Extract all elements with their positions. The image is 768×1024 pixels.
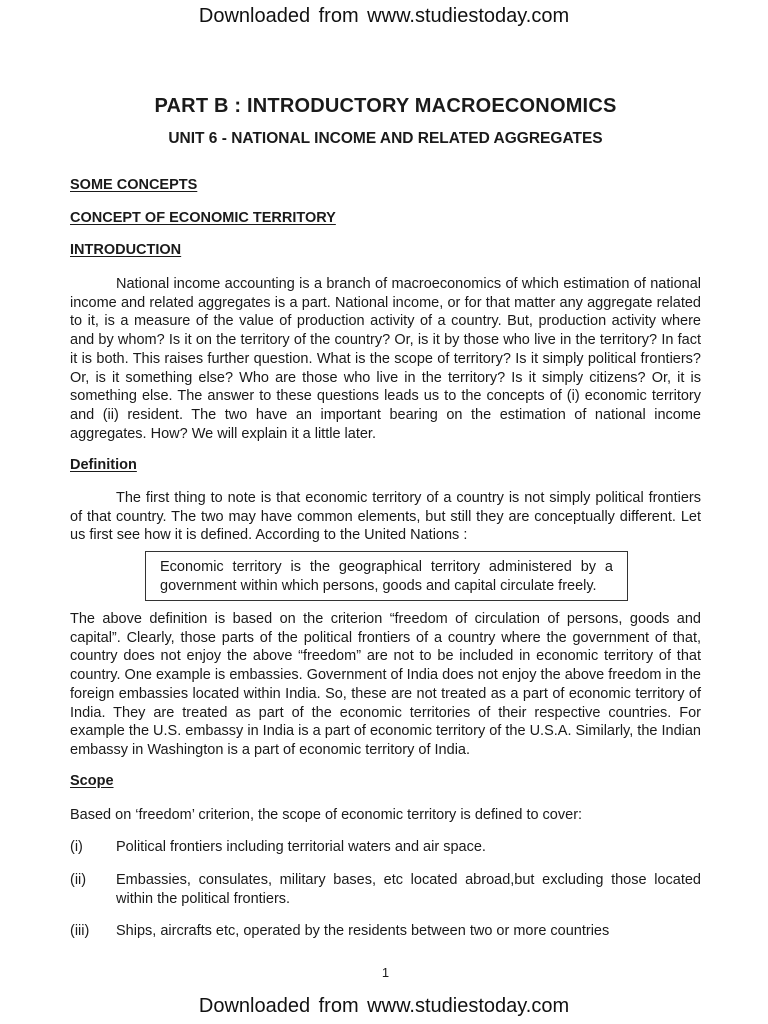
list-item-number: (ii) (70, 872, 87, 888)
paragraph-explanation: The above definition is based on the criterion “freedom of circulation of persons, goods and capital”. Clearly, those parts of the political frontiers of a country where the government of that, country does not enjoy the above “freedom” are not to be included in economic territory of that country. One example is embassies. Government of India does not enjoy the above freedom in the foreign embassies located within India. So, these are not treated as a part of economic territory of India. They are treated as part of the economic territories of their respective countries. For example the U.S. embassy in India is a part of economic territory of the U.S.A. Similarly, the Indian embassy in Washington is a part of economic territory of India. (70, 611, 701, 758)
list-item-text: Embassies, consulates, military bases, etc located abroad,but excluding those located within the political frontiers. (116, 872, 701, 907)
list-item (70, 922, 701, 941)
paragraph-definition: The first thing to note is that economic territory of a country is not simply political frontiers of that country. The two may have common elements, but still they are conceptually different. Let us first see how it is defined. According to the United Nations : (70, 490, 701, 544)
paragraph-scope-intro: Based on ‘freedom’ criterion, the scope of economic territory is defined to cover: (70, 807, 583, 823)
page-number: 1 (381, 965, 390, 980)
list-item (70, 871, 701, 908)
paragraph-introduction: National income accounting is a branch of macroeconomics of which estimation of national income and related aggregates is a part. National income, or for that matter any aggregate related to it, is a measure of the value of production activity of a country. But, production activity where and by whom? Is it on the territory of the country? Or, is it by those who live in the territory? In fact it is both. This raises further question. What is the scope of territory? Is it simply political frontiers? Or, is it something else? Who are those who live in the territory? Is it simply citizens? Or, it is something else. The answer to these questions leads us to the concepts of (i) economic territory and (ii) resident. The two have an important bearing on the estimation of national income aggregates. How? We will explain it a little later. (70, 276, 701, 442)
heading-introduction: INTRODUCTION (70, 242, 182, 258)
list-item-number: (i) (70, 839, 83, 855)
list-item-text: Political frontiers including territorial waters and air space. (116, 839, 486, 855)
heading-scope: Scope (70, 773, 114, 789)
download-banner-top: Downloaded from www.studiestoday.com (198, 5, 570, 27)
list-item-number: (iii) (70, 923, 90, 939)
list-item-text: Ships, aircrafts etc, operated by the residents between two or more countries (116, 923, 610, 939)
list-item (70, 838, 701, 857)
unit-title: UNIT 6 - NATIONAL INCOME AND RELATED AGGREGATES (168, 130, 603, 147)
heading-some-concepts: SOME CONCEPTS (70, 177, 198, 193)
part-title: PART B : INTRODUCTORY MACROECONOMICS (154, 95, 617, 117)
download-banner-bottom: Downloaded from www.studiestoday.com (198, 995, 570, 1017)
heading-definition: Definition (70, 457, 137, 473)
heading-economic-territory: CONCEPT OF ECONOMIC TERRITORY (70, 210, 336, 226)
definition-box: Economic territory is the geographical territory administered by a government within which persons, goods and capital circulate freely. (145, 551, 628, 601)
